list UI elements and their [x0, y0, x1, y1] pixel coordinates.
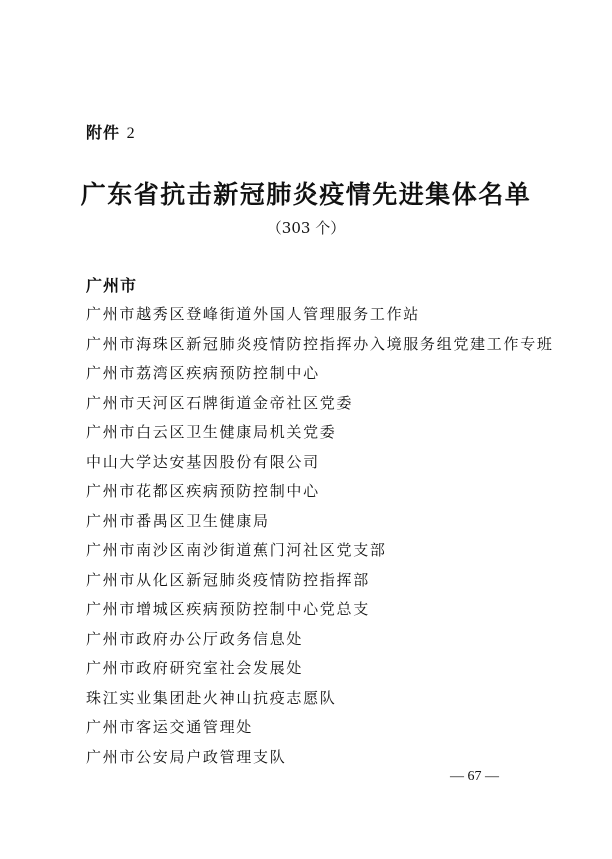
list-item: 广州市从化区新冠肺炎疫情防控指挥部: [86, 570, 370, 589]
attachment-label: [86, 120, 136, 143]
list-item: 广州市南沙区南沙街道蕉门河社区党支部: [86, 541, 387, 559]
list-item: 广州市番禺区卫生健康局: [86, 511, 270, 530]
page-number: — 67 —: [450, 769, 499, 784]
list-item: 广州市客运交通管理处: [86, 718, 254, 736]
list-item: 广州市增城区疾病预防控制中心党总支: [86, 600, 370, 618]
attachment-number: 2: [126, 125, 136, 142]
list-item: 广州市公安局户政管理支队: [86, 747, 287, 766]
section-heading: 广州市: [86, 276, 138, 295]
list-item: 中山大学达安基因股份有限公司: [86, 452, 320, 471]
list-item: 广州市荔湾区疾病预防控制中心: [86, 364, 320, 382]
list-item: 广州市天河区石牌街道金帝社区党委: [86, 393, 354, 412]
list-item: 广州市白云区卫生健康局机关党委: [86, 423, 337, 441]
list-item: 珠江实业集团赴火神山抗疫志愿队: [86, 688, 337, 707]
list-item: 广州市海珠区新冠肺炎疫情防控指挥办入境服务组党建工作专班: [86, 334, 554, 353]
list-item: 广州市花都区疾病预防控制中心: [86, 482, 320, 500]
list-item: 广州市政府办公厅政务信息处: [86, 629, 304, 648]
page-subtitle: （303 个）: [266, 219, 346, 237]
attachment-text: 附件: [86, 123, 121, 142]
list-item: 广州市政府研究室社会发展处: [86, 659, 304, 677]
collective-list: [86, 304, 554, 776]
list-item: 广州市越秀区登峰街道外国人管理服务工作站: [86, 305, 421, 323]
page-title: 广东省抗击新冠肺炎疫情先进集体名单: [80, 180, 532, 209]
